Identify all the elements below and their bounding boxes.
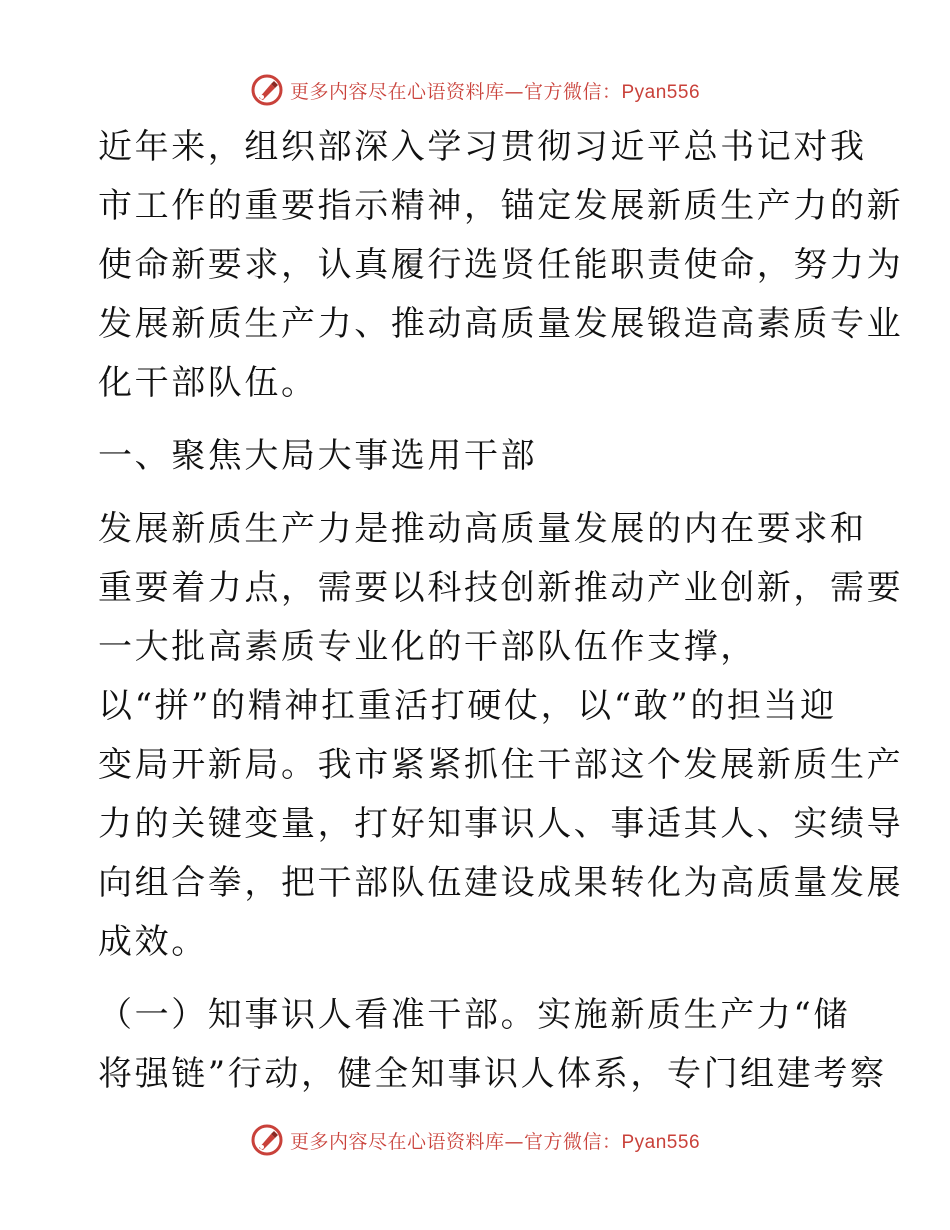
text-line: 重要着力点，需要以科技创新推动产业创新，需要 xyxy=(98,568,904,608)
text-line: 一大批高素质专业化的干部队伍作支撑， xyxy=(98,627,757,667)
text-line: 发展新质生产力是推动高质量发展的内在要求和 xyxy=(98,509,867,549)
pen-nib-logo-icon xyxy=(250,1123,284,1157)
footer-watermark xyxy=(0,1120,950,1160)
text-line: 向组合拳，把干部队伍建设成果转化为高质量发展 xyxy=(98,863,904,903)
subsection-paragraph xyxy=(98,986,887,1104)
section-heading: 一、聚焦大局大事选用干部 xyxy=(98,436,538,476)
text-line: 将强链”行动，健全知事识人体系，专门组建考察 xyxy=(98,1054,887,1094)
text-line: 市工作的重要指示精神，锚定发展新质生产力的新 xyxy=(98,186,904,226)
watermark-text: 更多内容尽在心语资料库—官方微信：Pyan556 xyxy=(289,80,701,103)
text-line: 发展新质生产力、推动高质量发展锻造高素质专业 xyxy=(98,304,904,344)
text-line: 变局开新局。我市紧紧抓住干部这个发展新质生产 xyxy=(98,745,904,785)
text-line: 成效。 xyxy=(98,922,208,962)
text-line: 以“拼”的精神扛重活打硬仗，以“敢”的担当迎 xyxy=(98,686,837,726)
section-paragraph xyxy=(98,500,904,972)
text-line: 近年来，组织部深入学习贯彻习近平总书记对我 xyxy=(98,127,867,167)
text-line: 化干部队伍。 xyxy=(98,363,318,403)
pen-nib-logo-icon xyxy=(250,73,284,107)
watermark-text: 更多内容尽在心语资料库—官方微信：Pyan556 xyxy=(289,1130,701,1153)
text-line: 力的关键变量，打好知事识人、事适其人、实绩导 xyxy=(98,804,904,844)
header-watermark xyxy=(0,70,950,110)
text-line: （一）知事识人看准干部。实施新质生产力“储 xyxy=(98,995,850,1035)
text-line: 使命新要求，认真履行选贤任能职责使命，努力为 xyxy=(98,245,904,285)
document-body xyxy=(98,118,904,1118)
intro-paragraph xyxy=(98,118,904,413)
